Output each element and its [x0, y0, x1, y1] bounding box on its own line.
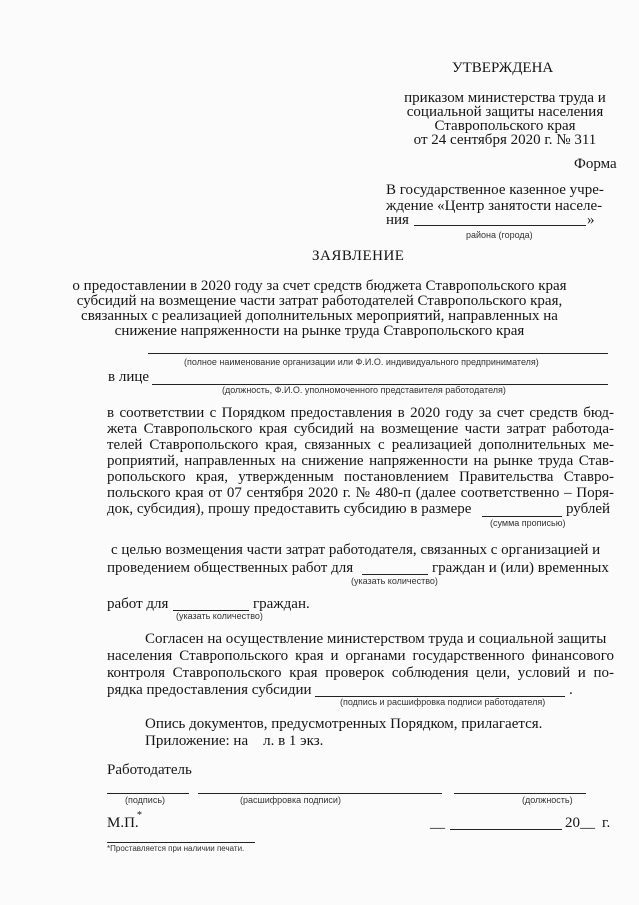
paragraph-4-line-4: рядка предоставления субсидии	[107, 682, 312, 698]
rubles-label: рублей	[566, 501, 611, 517]
organization-hint: (полное наименование организации или Ф.И.О. индивидуального предпринимателя)	[184, 357, 539, 367]
paragraph-4-line-1: Согласен на осуществление министерством труда и социальной защиты	[145, 631, 607, 647]
addressee-line-2: ждение «Центр занятости населе-	[386, 198, 603, 214]
footnote-divider	[107, 842, 255, 843]
district-blank[interactable]	[414, 225, 586, 226]
temporary-works-qty-hint: (указать количество)	[176, 611, 263, 621]
employer-signature-hint: (подпись и расшифровка подписи работодателя)	[340, 697, 546, 707]
paragraph-2-line-2: проведением общественных работ для	[107, 560, 354, 576]
paragraph-1-line-3: телей Ставропольского края, связанных с реализацией дополнительных ме-	[107, 437, 614, 453]
order-line-1: приказом министерства труда и	[404, 90, 606, 106]
order-line-2: социальной защиты населения	[406, 104, 604, 120]
subtitle-line-2: субсидий на возмещение части затрат работодателей Ставропольского края,	[76, 293, 563, 309]
inventory-note: Опись документов, предусмотренных Порядком, прилагается.	[145, 716, 543, 732]
sum-blank[interactable]	[482, 516, 562, 517]
paragraph-4-line-3: контроля Ставропольского края проверок соблюдения цели, условий и по-	[107, 665, 614, 681]
signature-decode-hint: (расшифровка подписи)	[240, 795, 341, 805]
sum-hint: (сумма прописью)	[490, 518, 566, 528]
paragraph-1-line-5: ропольского края, утвержденным постановлением Правительства Ставро-	[107, 469, 614, 485]
footnote: *Проставляется при наличии печати.	[107, 844, 245, 853]
approved-heading: УТВЕРЖДЕНА	[452, 60, 554, 76]
subtitle-line-3: связанных с реализацией дополнительных мероприятий, направленных на	[81, 308, 558, 324]
stamp-label: М.П.	[107, 815, 139, 831]
order-line-3: Ставропольского края	[434, 118, 576, 134]
date-day-blank[interactable]: __	[430, 815, 445, 831]
in-person-label: в лице	[108, 369, 150, 385]
employer-label: Работодатель	[107, 762, 192, 778]
addressee-line-3: ния	[386, 212, 409, 228]
signature-blank[interactable]	[107, 793, 189, 794]
form-label: Форма	[574, 156, 617, 172]
subtitle-line-4: снижение напряженности на рынке труда Ставропольского края	[114, 323, 525, 339]
signature-hint: (подпись)	[125, 795, 166, 805]
paragraph-1-line-7: док, субсидия), прошу предоставить субсидию в размере	[107, 501, 472, 517]
addressee-line-1: В государственное казенное учре-	[386, 182, 604, 198]
document-title: ЗАЯВЛЕНИЕ	[312, 248, 405, 264]
paragraph-1-line-1: в соответствии с Порядком предоставления в 2020 году за счет средств бюд-	[107, 405, 614, 421]
date-month-blank[interactable]	[450, 829, 562, 830]
paragraph-1-line-4: роприятий, направленных на снижение напряженности на рынке труда Став-	[107, 453, 614, 469]
stamp-asterisk: *	[137, 810, 142, 821]
position-hint: (должность)	[522, 795, 573, 805]
public-works-qty-hint: (указать количество)	[351, 576, 438, 586]
paragraph-2-line-1: с целью возмещения части затрат работодателя, связанных с организацией и	[111, 542, 601, 558]
paragraph-1-line-6: польского края от 07 сентября 2020 г. № 480-п (далее соответственно – Поря-	[107, 485, 614, 501]
representative-hint: (должность, Ф.И.О. уполномоченного представителя работодателя)	[222, 385, 506, 395]
subtitle-line-1: о предоставлении в 2020 году за счет средств бюджета Ставропольского края	[72, 278, 567, 294]
paragraph-4-line-2: населения Ставропольского края и органами государственного финансового	[107, 648, 614, 664]
paragraph-2-line-2-end: граждан и (или) временных	[432, 560, 609, 576]
order-line-4: от 24 сентября 2020 г. № 311	[413, 132, 597, 148]
appendix-note: Приложение: на л. в 1 экз.	[145, 733, 324, 749]
organization-blank[interactable]	[148, 353, 608, 354]
position-blank[interactable]	[454, 793, 586, 794]
date-year-prefix: 20	[565, 815, 580, 831]
addressee-quote: »	[587, 212, 595, 228]
paragraph-3-end: граждан.	[253, 596, 310, 612]
paragraph-1-line-2: жета Ставропольского края субсидий на возмещение части затрат работода-	[107, 421, 614, 437]
public-works-qty-blank[interactable]	[362, 574, 428, 575]
signature-decode-blank[interactable]	[198, 793, 442, 794]
paragraph-3-start: работ для	[107, 596, 169, 612]
date-year-blank[interactable]: __	[580, 815, 595, 831]
district-hint: района (города)	[466, 230, 533, 240]
date-year-suffix: г.	[602, 815, 611, 831]
paragraph-4-end: .	[569, 682, 573, 698]
